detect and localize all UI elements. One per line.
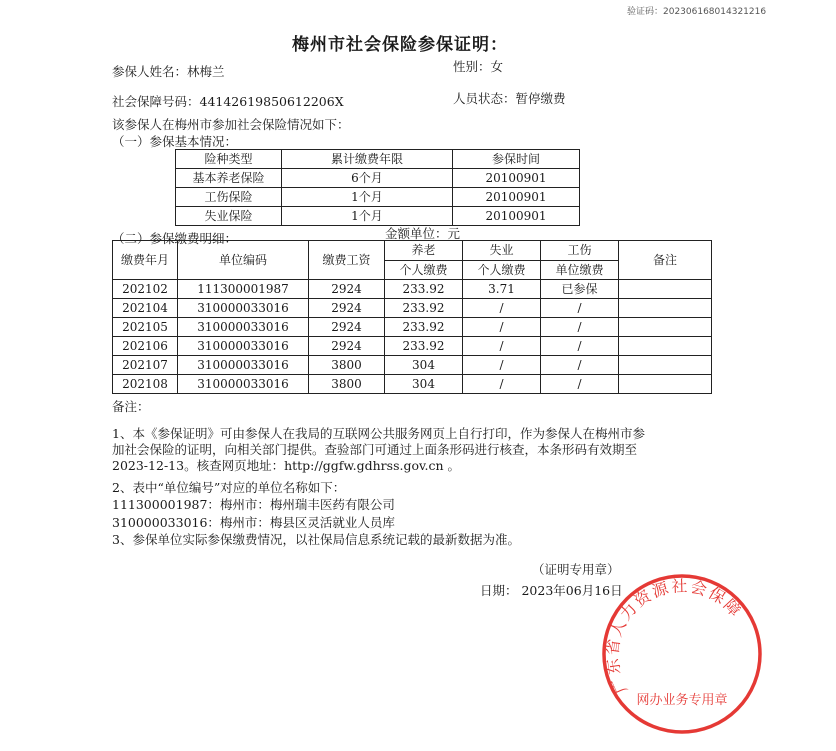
- table-cell: 310000033016: [178, 356, 309, 375]
- person-name: 参保人姓名：林梅兰: [112, 64, 225, 79]
- table-cell: 1个月: [282, 207, 453, 226]
- table-cell: 233.92: [385, 299, 463, 318]
- table-cell: 基本养老保险: [176, 169, 282, 188]
- header-cell: 个人缴费: [385, 260, 463, 280]
- table-cell: 2924: [309, 337, 385, 356]
- header-cell: 缴费年月: [113, 241, 178, 280]
- table-cell: 233.92: [385, 318, 463, 337]
- table-cell: 304: [385, 356, 463, 375]
- issue-date: 日期： 2023年06月16日: [480, 583, 623, 598]
- table-cell: 20100901: [453, 188, 580, 207]
- table-cell: 6个月: [282, 169, 453, 188]
- header-cell: 备注: [619, 241, 712, 280]
- note-3: 3、参保单位实际参保缴费情况，以社保局信息系统记载的最新数据为准。: [112, 532, 520, 547]
- table-cell: 2924: [309, 280, 385, 299]
- header-cell: 养老: [385, 241, 463, 261]
- header-cell: 累计缴费年限: [282, 150, 453, 169]
- table-header-row: [113, 241, 712, 261]
- table-cell: /: [463, 318, 541, 337]
- table-cell: /: [541, 299, 619, 318]
- note-1-line-1: 1、本《参保证明》可由参保人在我局的互联网公共服务网页上自行打印，作为参保人在梅州市参: [112, 426, 645, 441]
- table-row: [113, 318, 712, 337]
- note-1-line-3: 2023-12-13。核查网页地址：http://ggfw.gdhrss.gov.cn 。: [112, 458, 461, 473]
- note-2-line-1: 2、表中“单位编号”对应的单位名称如下：: [112, 480, 346, 495]
- official-seal-stamp: [600, 572, 764, 736]
- table-cell: 233.92: [385, 337, 463, 356]
- table-cell: /: [541, 356, 619, 375]
- header-cell: 失业: [463, 241, 541, 261]
- section2-title: （二）参保缴费明细：: [112, 231, 238, 246]
- table-row: [113, 375, 712, 394]
- table-cell: 2924: [309, 299, 385, 318]
- table-row: [113, 337, 712, 356]
- table-cell: [619, 337, 712, 356]
- table-cell: [619, 375, 712, 394]
- table-row: [176, 207, 580, 226]
- seal-note: （证明专用章）: [532, 562, 620, 577]
- table-cell: /: [463, 375, 541, 394]
- table-cell: /: [463, 299, 541, 318]
- table-cell: 304: [385, 375, 463, 394]
- table-row: [176, 169, 580, 188]
- table-cell: /: [463, 356, 541, 375]
- header-cell: 单位编码: [178, 241, 309, 280]
- table-cell: /: [541, 375, 619, 394]
- table-cell: 3800: [309, 356, 385, 375]
- table-cell: 310000033016: [178, 299, 309, 318]
- table-cell: 2924: [309, 318, 385, 337]
- header-cell: 参保时间: [453, 150, 580, 169]
- contribution-table: [112, 240, 712, 394]
- table-cell: 310000033016: [178, 337, 309, 356]
- person-gender: 性别：女: [453, 59, 504, 74]
- table-cell: [619, 280, 712, 299]
- table-cell: 3800: [309, 375, 385, 394]
- table-row: [113, 356, 712, 375]
- note-2-line-2: 111300001987：梅州市：梅州瑞丰医药有限公司: [112, 497, 395, 512]
- table-cell: 3.71: [463, 280, 541, 299]
- table-cell: [619, 299, 712, 318]
- table-cell: 202105: [113, 318, 178, 337]
- intro-text: 该参保人在梅州市参加社会保险情况如下：: [112, 117, 350, 132]
- header-cell: 单位缴费: [541, 260, 619, 280]
- table-cell: 310000033016: [178, 318, 309, 337]
- table-cell: [619, 356, 712, 375]
- remarks-label: 备注：: [112, 399, 150, 414]
- seal-bottom-text: 网办业务专用章: [636, 693, 728, 708]
- table-row: [113, 280, 712, 299]
- table-cell: /: [541, 337, 619, 356]
- table-cell: 202102: [113, 280, 178, 299]
- table-cell: 202107: [113, 356, 178, 375]
- header-cell: 工伤: [541, 241, 619, 261]
- table-cell: 20100901: [453, 207, 580, 226]
- table-cell: 已参保: [541, 280, 619, 299]
- table-cell: 233.92: [385, 280, 463, 299]
- note-2-line-3: 310000033016：梅州市：梅县区灵活就业人员库: [112, 515, 395, 530]
- table-cell: 111300001987: [178, 280, 309, 299]
- table-cell: [619, 318, 712, 337]
- table-cell: 20100901: [453, 169, 580, 188]
- seal-ring-text: [603, 576, 746, 696]
- header-cell: 个人缴费: [463, 260, 541, 280]
- table-cell: 1个月: [282, 188, 453, 207]
- page-title: 梅州市社会保险参保证明：: [292, 35, 508, 55]
- header-cell: 缴费工资: [309, 241, 385, 280]
- basic-info-table: [175, 149, 580, 226]
- table-cell: 失业保险: [176, 207, 282, 226]
- amount-unit: 金额单位：元: [385, 226, 461, 241]
- table-cell: 202108: [113, 375, 178, 394]
- table-cell: /: [541, 318, 619, 337]
- table-header-row: [176, 150, 580, 169]
- table-cell: 310000033016: [178, 375, 309, 394]
- table-cell: 202104: [113, 299, 178, 318]
- person-ssn: 社会保障号码：44142619850612206X: [112, 94, 344, 109]
- header-cell: 险种类型: [176, 150, 282, 169]
- person-status: 人员状态：暂停缴费: [453, 91, 566, 106]
- table-cell: 202106: [113, 337, 178, 356]
- note-1-line-2: 加社会保险的证明，向相关部门提供。查验部门可通过上面条形码进行核查，本条形码有效期至: [112, 442, 638, 457]
- seal-ring-textpath: 广东省人力资源社会保障: [602, 576, 746, 697]
- verify-code: 验证码：20230616801432121​6: [627, 7, 767, 17]
- table-cell: /: [463, 337, 541, 356]
- table-row: [176, 188, 580, 207]
- section1-title: （一）参保基本情况：: [112, 134, 238, 149]
- table-row: [113, 299, 712, 318]
- table-cell: 工伤保险: [176, 188, 282, 207]
